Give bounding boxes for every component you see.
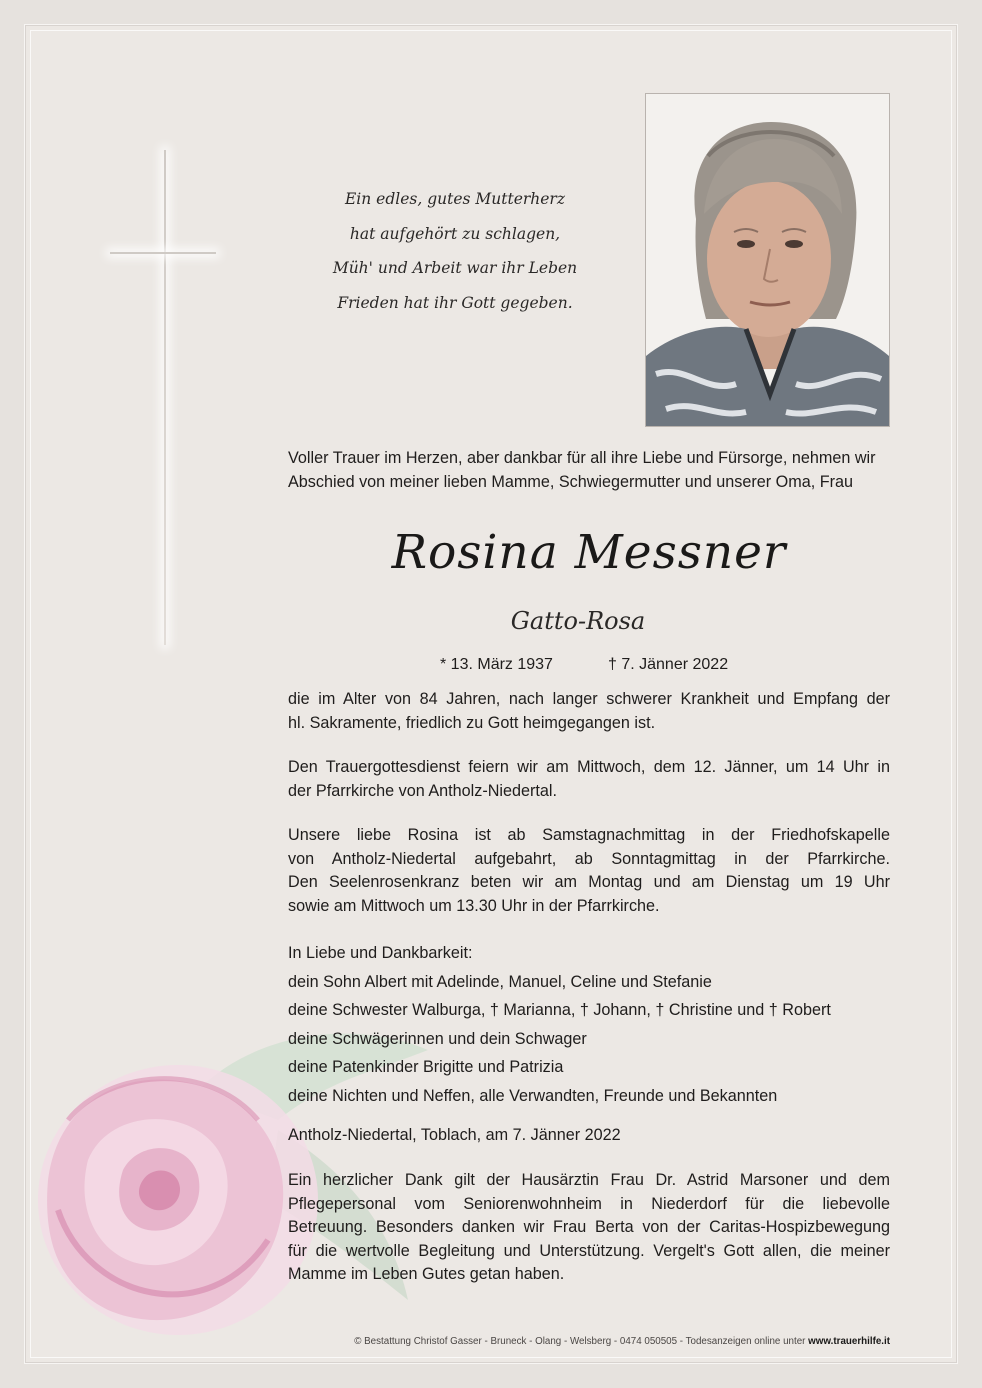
paragraph-service xyxy=(288,756,890,803)
intro-line: Voller Trauer im Herzen, aber dankbar für all ihre Liebe und Fürsorge, nehmen wir xyxy=(288,449,876,467)
family-line: deine Nichten und Neffen, alle Verwandten, Freunde und Bekannten xyxy=(288,1086,778,1105)
family-line: dein Sohn Albert mit Adelinde, Manuel, Celine und Stefanie xyxy=(288,972,712,991)
footer xyxy=(288,1336,890,1347)
paragraph-line: Pflegepersonal vom Seniorenwohnheim in Niederdorf für die liebevolle xyxy=(288,1194,890,1213)
death-date: † 7. Jänner 2022 xyxy=(608,656,729,673)
paragraph-line: hl. Sakramente, friedlich zu Gott heimgegangen ist. xyxy=(288,713,656,732)
place-date: Antholz-Niedertal, Toblach, am 7. Jänner 2022 xyxy=(288,1126,621,1144)
paragraph-line: Betreuung. Besonders danken wir Frau Berta von der Caritas-Hospizbewegung xyxy=(288,1218,890,1236)
cross-icon xyxy=(164,150,166,645)
paragraph-line: Ein herzlicher Dank gilt der Hausärztin Frau Dr. Astrid Marsoner und dem xyxy=(288,1171,890,1189)
intro-line: Abschied von meiner lieben Mamme, Schwiegermutter und unserer Oma, Frau xyxy=(288,472,854,491)
poem-line: Ein edles, gutes Mutterherz xyxy=(344,190,566,208)
poem xyxy=(290,182,620,320)
intro-text xyxy=(288,447,890,494)
paragraph-line: die im Alter von 84 Jahren, nach langer schwerer Krankheit und Empfang der xyxy=(288,690,890,708)
paragraph-line: Den Trauergottesdienst feiern wir am Mittwoch, dem 12. Jänner, um 14 Uhr in xyxy=(288,758,890,776)
paragraph-passing xyxy=(288,688,890,735)
family-line: deine Patenkinder Brigitte und Patrizia xyxy=(288,1058,564,1076)
paragraph-line: sowie am Mittwoch um 13.30 Uhr in der Pfarrkirche. xyxy=(288,896,660,915)
paragraph-viewing xyxy=(288,824,890,918)
family-line: In Liebe und Dankbarkeit: xyxy=(288,944,473,962)
paragraph-line: für die wertvolle Begleitung und Unterstützung. Vergelt's Gott allen, die meiner xyxy=(288,1241,890,1260)
poem-line: Müh' und Arbeit war ihr Leben xyxy=(332,259,578,277)
family-line: deine Schwester Walburga, † Marianna, † Johann, † Christine und † Robert xyxy=(288,1001,831,1019)
paragraph-line: Den Seelenrosenkranz beten wir am Montag und am Dienstag um 19 Uhr xyxy=(288,873,890,891)
footer-text: © Bestattung Christof Gasser - Bruneck - Olang - Welsberg - 0474 050505 - Todesanzeigen online unter xyxy=(354,1336,809,1347)
family-list xyxy=(288,939,890,1110)
birth-date: * 13. März 1937 xyxy=(440,656,553,673)
nickname: Gatto-Rosa xyxy=(510,607,646,635)
deceased-name: Rosina Messner xyxy=(391,525,787,580)
paragraph-line: Mamme im Leben Gutes getan haben. xyxy=(288,1265,565,1283)
poem-line: hat aufgehört zu schlagen, xyxy=(349,224,561,243)
life-dates xyxy=(440,653,770,677)
paragraph-line: Unsere liebe Rosina ist ab Samstagnachmittag in der Friedhofskapelle xyxy=(288,826,890,844)
footer-website-link[interactable]: www.trauerhilfe.it xyxy=(808,1336,890,1347)
family-line: deine Schwägerinnen und dein Schwager xyxy=(288,1029,587,1048)
cross-crossbar xyxy=(110,252,216,254)
paragraph-thanks xyxy=(288,1169,890,1287)
poem-line: Frieden hat ihr Gott gegeben. xyxy=(337,293,573,312)
portrait-photo xyxy=(645,93,890,427)
paragraph-line: der Pfarrkirche von Antholz-Niedertal. xyxy=(288,781,558,800)
paragraph-line: von Antholz-Niedertal aufgebahrt, ab Sonntagmittag in der Pfarrkirche. xyxy=(288,849,890,868)
